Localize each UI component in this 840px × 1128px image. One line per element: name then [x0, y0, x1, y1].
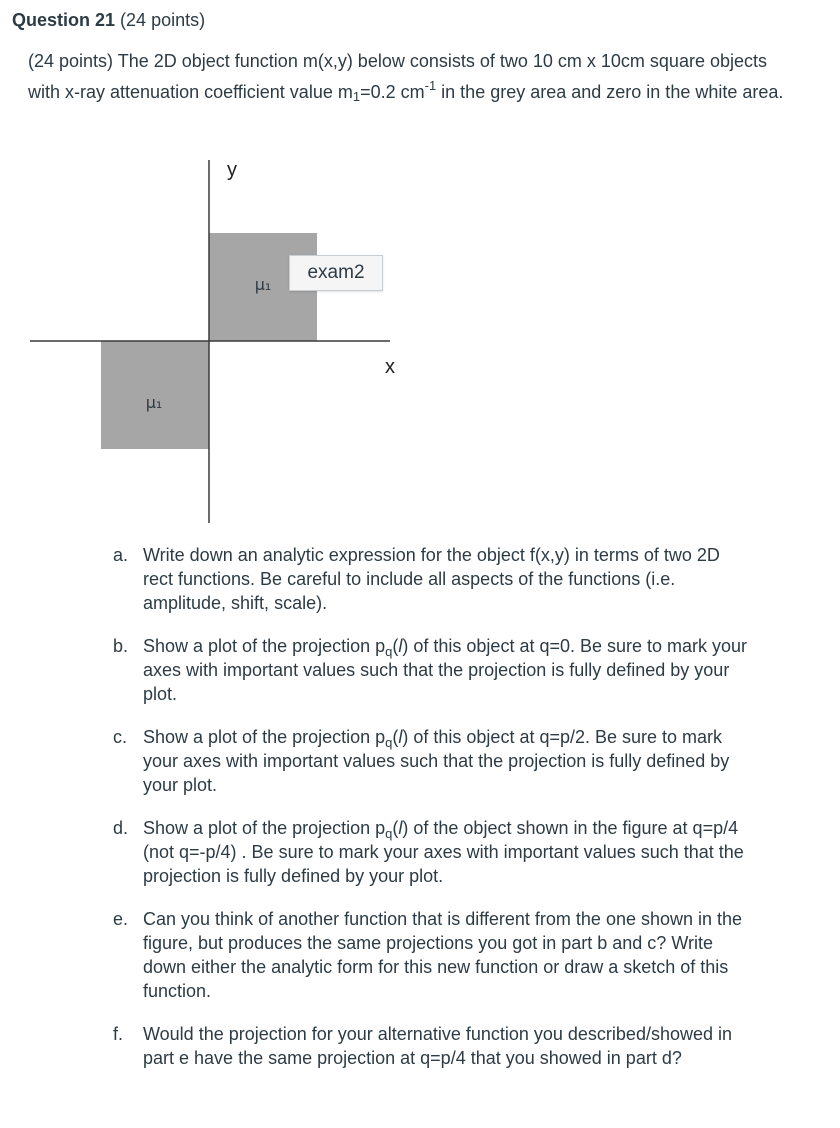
paren-open: ( — [392, 636, 399, 656]
intro-text-2: =0.2 cm — [360, 82, 425, 102]
part-letter: d. — [113, 818, 129, 838]
question-points: (24 points) — [120, 10, 206, 30]
projection-argument: l — [398, 727, 403, 747]
part-text: Would the projection for your alternative function you described/showed in part e have the same projection at q=p/4 that you showed in part d? — [143, 1024, 733, 1068]
part-letter: e. — [113, 909, 129, 929]
paren-open: ( — [392, 727, 399, 747]
intro-text-1: (24 points) The 2D object function m(x,y) below consists of two 10 cm x 10cm square objects with x-ray attenuation coefficient value m — [28, 51, 767, 102]
part-a — [113, 543, 753, 615]
theta-subscript: q — [385, 644, 393, 659]
part-text-pre: Show a plot of the projection p — [143, 727, 386, 747]
question-parts-list — [113, 543, 753, 1089]
projection-argument: l — [398, 818, 403, 838]
paren-open: ( — [392, 818, 399, 838]
part-b — [113, 634, 753, 706]
question-header — [12, 8, 205, 32]
object-diagram — [0, 140, 840, 540]
part-text-post: ) of this object at q=p/2. Be sure to mark your axes with important values such that the projection is fully defined by your plot. — [143, 727, 730, 795]
part-letter: b. — [113, 636, 129, 656]
part-letter: a. — [113, 545, 129, 565]
part-text-post: ) of the object shown in the figure at q=p/4 (not q=-p/4) . Be sure to mark your axes with important values such that the projection is fully defined by your plot. — [143, 818, 744, 886]
question-intro — [28, 46, 788, 112]
x-axis-label: x — [385, 356, 395, 378]
part-text-post: ) of this object at q=0. Be sure to mark your axes with important values such that the projection is fully defined by your plot. — [143, 636, 748, 704]
question-title: Question 21 — [12, 10, 116, 30]
intro-text-3: in the grey area and zero in the white area. — [436, 82, 784, 102]
part-letter: c. — [113, 727, 128, 747]
part-text-pre: Show a plot of the projection p — [143, 818, 386, 838]
upper-square-mu-label: μ₁ — [254, 275, 272, 294]
intro-subscript: 1 — [352, 89, 361, 104]
part-f — [113, 1022, 753, 1070]
part-letter: f. — [113, 1024, 124, 1044]
projection-argument: l — [398, 636, 403, 656]
image-alt-tooltip: exam2 — [289, 255, 383, 291]
lower-square-mu-label: μ₁ — [145, 393, 163, 412]
intro-superscript: -1 — [424, 78, 437, 93]
part-text: Can you think of another function that is different from the one shown in the figure, but produces the same projections you got in part b and c? Write down either the analytic form for this new function or draw a sketch of this function. — [143, 909, 743, 1001]
part-d — [113, 816, 753, 888]
part-c — [113, 725, 753, 797]
theta-subscript: q — [385, 735, 393, 750]
object-figure — [0, 140, 840, 540]
part-text-pre: Show a plot of the projection p — [143, 636, 386, 656]
part-text: Write down an analytic expression for the object f(x,y) in terms of two 2D rect functions. Be careful to include all aspects of the functions (i.e. amplitude, shift, scale). — [143, 545, 720, 613]
part-e — [113, 907, 753, 1003]
theta-subscript: q — [385, 826, 393, 841]
y-axis-label: y — [227, 159, 237, 181]
